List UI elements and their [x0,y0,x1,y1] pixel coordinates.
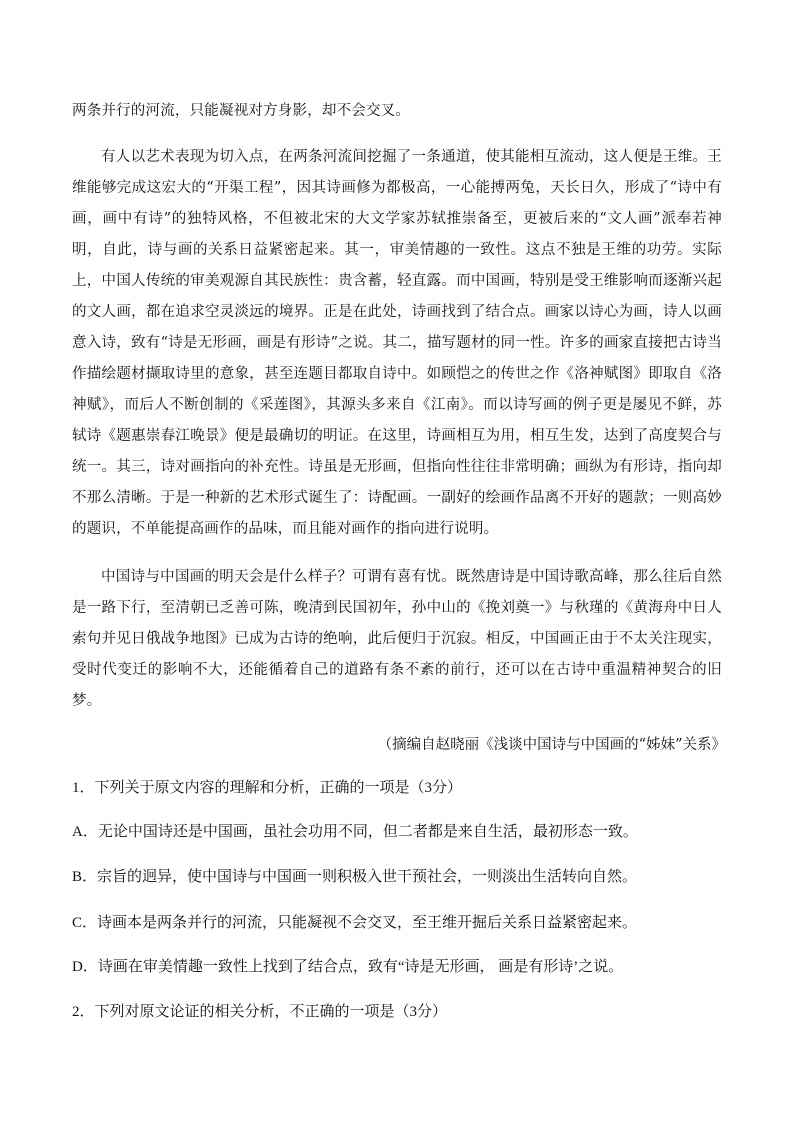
question-1-option-a: A．无论中国诗还是中国画，虽社会功用不同，但二者都是来自生活，最初形态一致。 [72,824,638,840]
question-1-option-b: B．宗旨的迥异，使中国诗与中国画一则积极入世干预社会，一则淡出生活转向自然。 [72,869,638,885]
question-1-option-c: C．诗画本是两条并行的河流，只能凝视不会交叉，至王维开掘后关系日益紧密起来。 [72,915,638,931]
question-1-option-d: D．诗画在审美情趣一致性上找到了结合点，致有“诗是无形画， 画是有形诗’之说。 [72,959,624,975]
question-1-stem: 1．下列关于原文内容的理解和分析，正确的一项是（3分） [72,780,463,796]
question-2-stem: 2．下列对原文论证的相关分析，不正确的一项是（3分） [72,1004,448,1020]
passage-paragraph-2: 中国诗与中国画的明天会是什么样子？可谓有喜有忧。既然唐诗是中国诗歌高峰，那么往后自然是一路下行，至清朝已乏善可陈，晚清到民国初年，孙中山的《挽刘奠一》与秋瑾的《黄海舟中日人索句并见日俄战争地图》已成为古诗的绝响，此后便归于沉寂。相反，中国画正由于不太关注现实，受时代变迁的影响不大，还能循着自己的道路有条不紊的前行，还可以在古诗中重温精神契合的旧梦。 [72,569,722,709]
passage-paragraph-0: 两条并行的河流，只能凝视对方身影，却不会交叉。 [72,103,411,119]
passage-source-citation: （摘编自赵晓丽《浅谈中国诗与中国画的“姊妹”关系》 [377,737,726,753]
passage-paragraph-1: 有人以艺术表现为切入点，在两条河流间挖掘了一条通道，使其能相互流动，这人便是王维。王维能够完成这宏大的“开渠工程”，因其诗画修为都极高，一心能搏两兔，天长日久，形成了“诗中有画，画中有诗”的独特风格，不但被北宋的大文学家苏轼推崇备至，更被后来的“文人画”派奉若神明，自此，诗与画的关系日益紧密起来。其一，审美情趣的一致性。这点不独是王维的功劳。实际上，中国人传统的审美观源自其民族性：贵含蓄，轻直露。而中国画，特别是受王维影响而逐渐兴起的文人画，都在追求空灵淡远的境界。正是在此处，诗画找到了结合点。画家以诗心为画，诗人以画意入诗，致有“诗是无形画，画是有形诗”之说。其二，描写题材的同一性。许多的画家直接把古诗当作描绘题材撷取诗里的意象，甚至连题目都取自诗中。如顾恺之的传世之作《洛神赋图》即取自《洛神赋》，而后人不断创制的《采莲图》，其源头多来自《江南》。而以诗写画的例子更是屡见不鲜，苏轼诗《题惠崇春江晚景》便是最确切的明证。在这里，诗画相互为用，相互生发，达到了高度契合与统一。其三，诗对画指向的补充性。诗虽是无形画，但指向性往往非常明确；画纵为有形诗，指向却不那么清晰。于是一种新的艺术形式诞生了：诗配画。一副好的绘画作品离不开好的题款；一则高妙的题识，不单能提高画作的品味，而且能对画作的指向进行说明。 [72,149,722,537]
